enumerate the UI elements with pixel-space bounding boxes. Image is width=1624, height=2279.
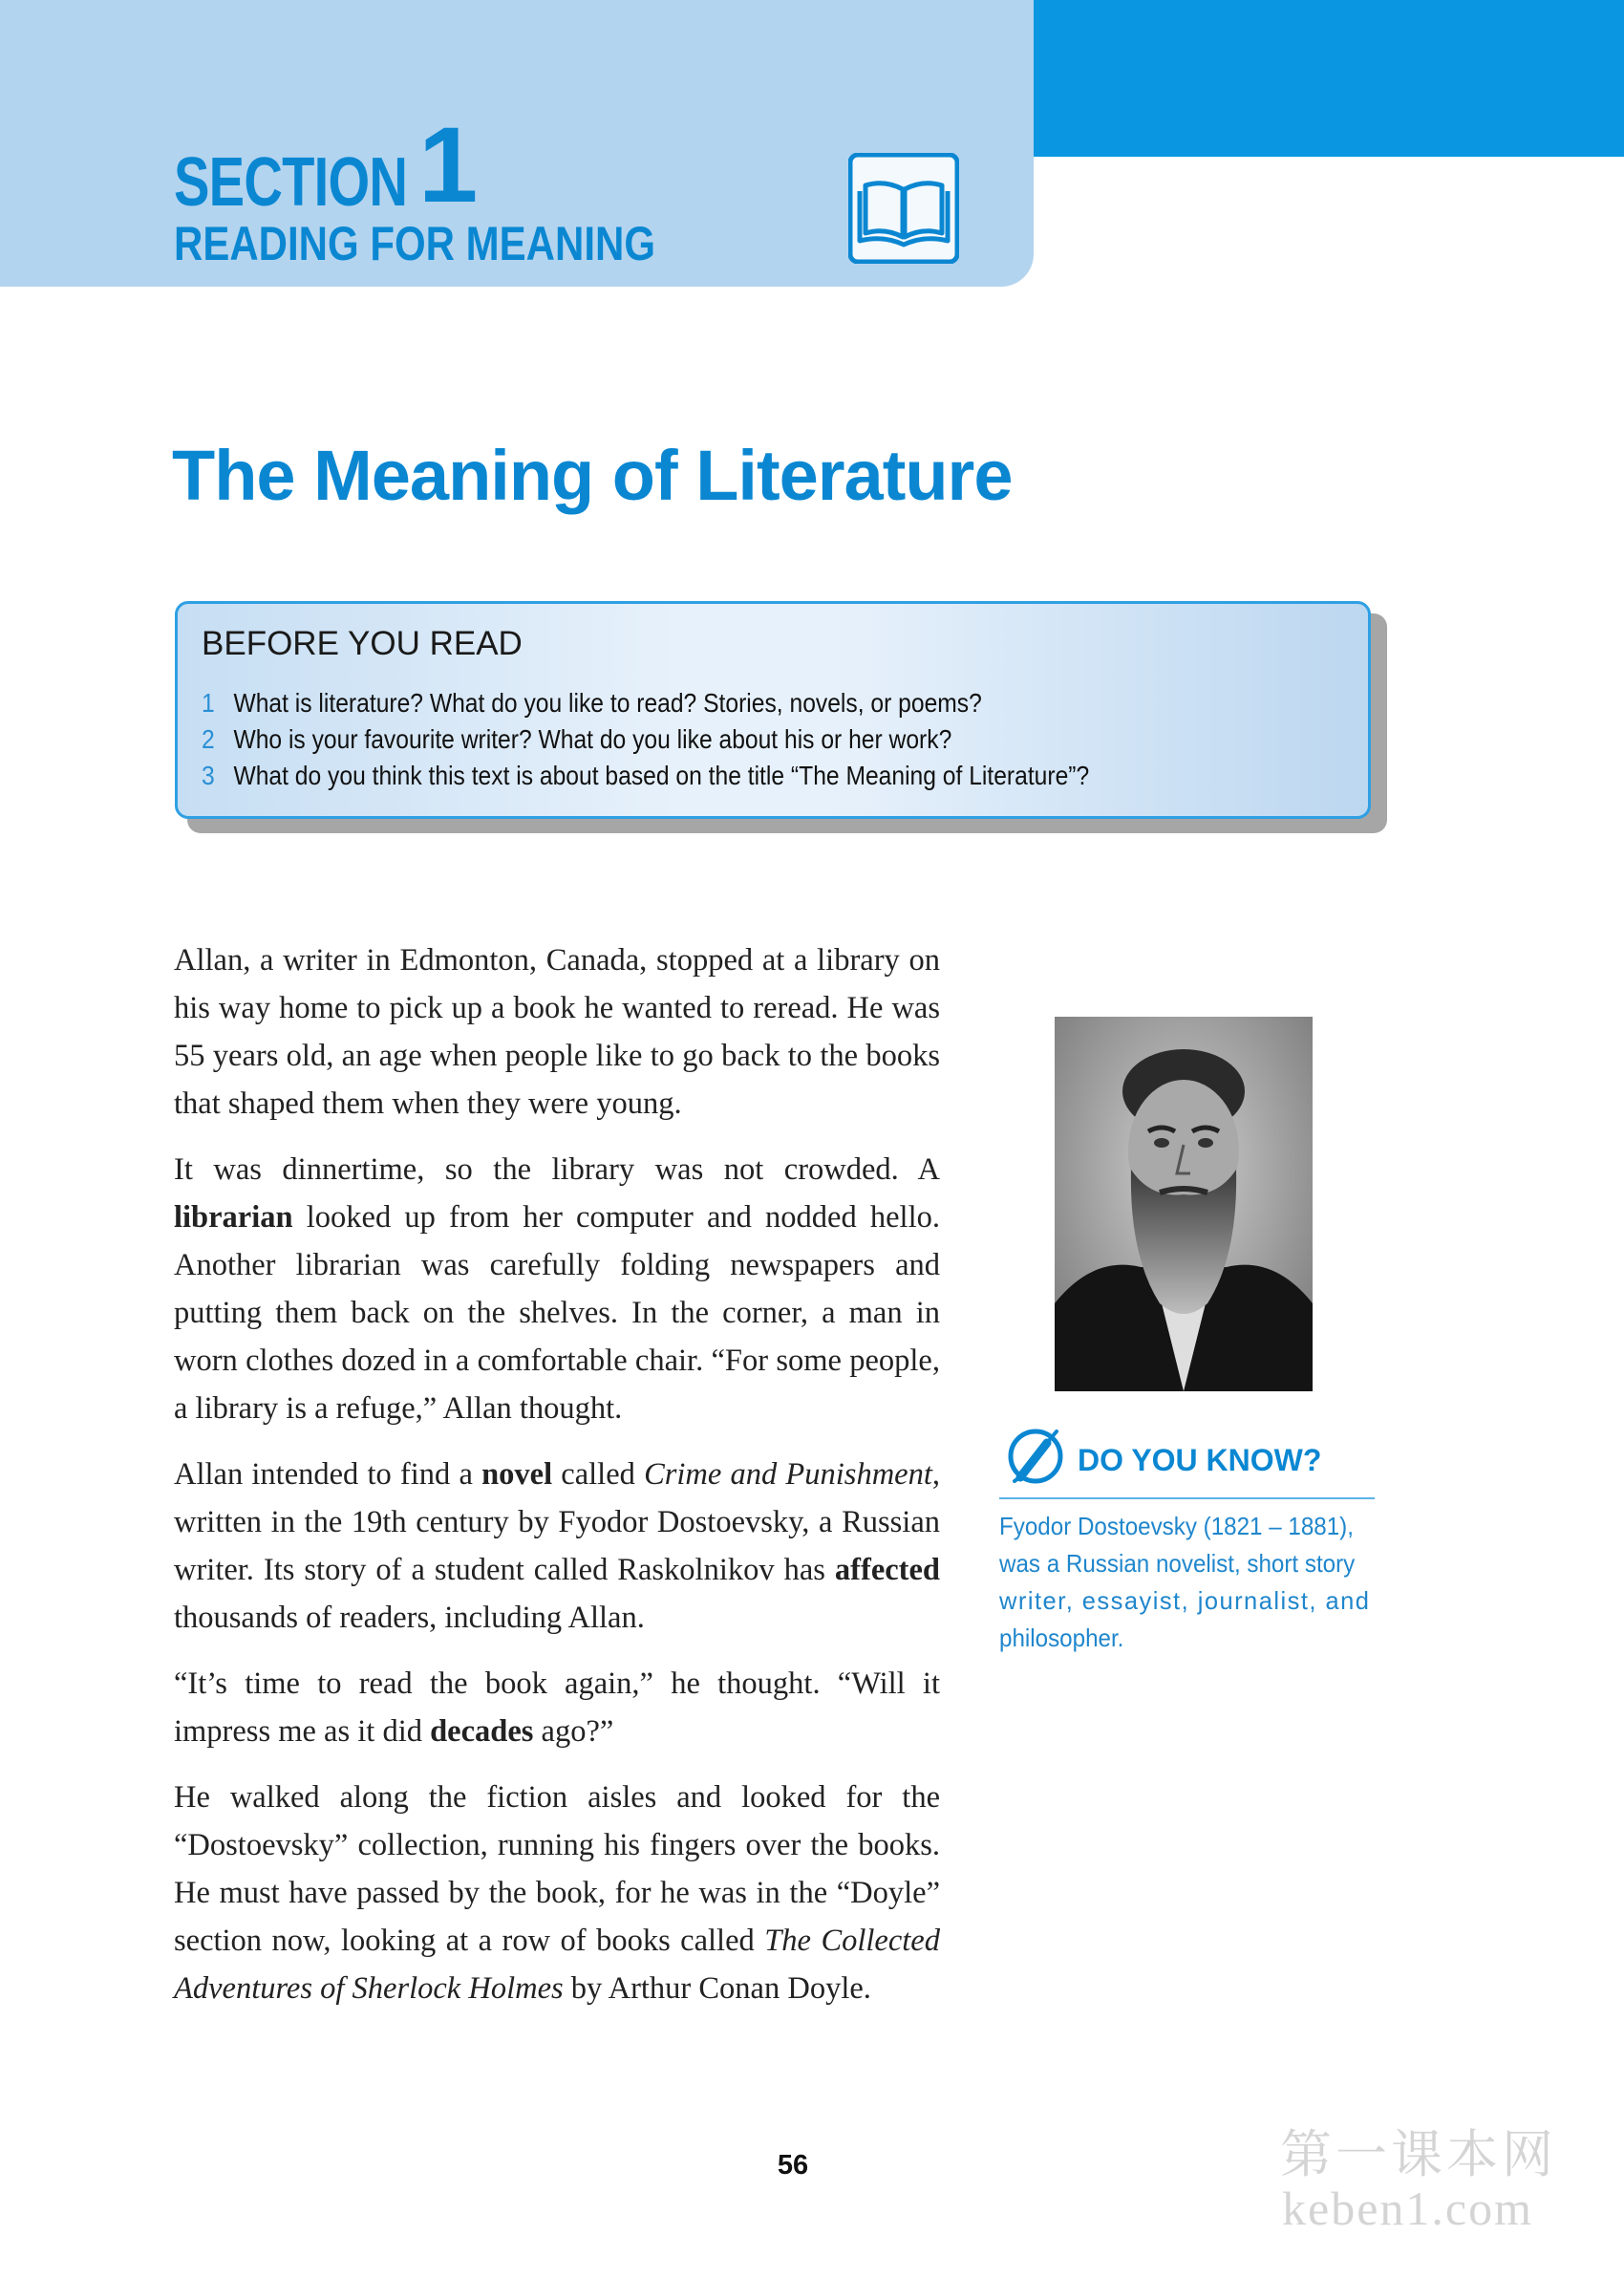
- book-title: The Collected Adventures of Sherlock Holmes: [174, 1924, 940, 2006]
- book-title: Crime and Punishment: [644, 1457, 932, 1492]
- open-book-icon: [848, 153, 959, 264]
- section-number: 1: [418, 105, 479, 225]
- paragraph-3: Allan intended to find a novel called Crime and Punishment, written in the 19th century by Fyodor Dostoevsky, a Russian writer. Its story of a student called Raskolnikov has affected thousands of readers, including Allan.: [174, 1457, 940, 1635]
- paragraph-4: “It’s time to read the book again,” he thought. “Will it impress me as it did decades ago?”: [174, 1666, 940, 1749]
- question-text: What do you think this text is about based on the title “The Meaning of Literature”?: [233, 761, 1090, 790]
- question-item: [202, 724, 951, 755]
- paragraph-5: He walked along the fiction aisles and looked for the “Dostoevsky” collection, running his fingers over the books. He must have passed by the book, for he was in the “Doyle” section now, looking at a row of books called The Collected Adventures of Sherlock Holmes by Arthur Conan Doyle.: [174, 1780, 940, 2006]
- section-subtitle: READING FOR MEANING: [174, 217, 655, 270]
- question-number: 1: [202, 688, 215, 718]
- vocab-word: decades: [430, 1714, 534, 1749]
- page-title: The Meaning of Literature: [172, 436, 1013, 515]
- question-text: What is literature? What do you like to read? Stories, novels, or poems?: [233, 688, 982, 718]
- question-number: 3: [202, 761, 215, 790]
- question-number: 2: [202, 724, 215, 754]
- reading-passage: [174, 936, 940, 2031]
- question-item: [202, 688, 982, 719]
- pen-bulb-icon: [1003, 1424, 1068, 1489]
- divider: [999, 1497, 1375, 1499]
- paragraph-1: Allan, a writer in Edmonton, Canada, stopped at a library on his way home to pick up a book he wanted to reread. He was 55 years old, an age when people like to go back to the books that shaped them when they were young.: [174, 943, 940, 1121]
- vocab-word: librarian: [174, 1200, 293, 1235]
- page-number: 56: [777, 2150, 809, 2181]
- do-you-know-heading: DO YOU KNOW?: [1078, 1443, 1322, 1477]
- do-you-know-text: Fyodor Dostoevsky (1821 – 1881), was a Russian novelist, short story writer, essayist, journalist, and philosopher.: [999, 1512, 1371, 1652]
- portrait-photo: [1055, 1017, 1313, 1391]
- paragraph-2: It was dinnertime, so the library was not crowded. A librarian looked up from her computer and nodded hello. Another librarian was carefully folding newspapers and putting them back on the shelves. In the corner, a man in worn clothes dozed in a comfortable chair. “For some people, a library is a refuge,” Allan thought.: [174, 1152, 940, 1426]
- before-you-read-heading: BEFORE YOU READ: [202, 625, 523, 662]
- question-text: Who is your favourite writer? What do you like about his or her work?: [233, 724, 952, 754]
- section-label: SECTION: [174, 144, 408, 221]
- header-accent-bar: [1034, 0, 1624, 157]
- watermark-chinese: 第一课本网: [1280, 2124, 1557, 2184]
- vocab-word: affected: [834, 1553, 940, 1587]
- before-you-read-box: [175, 601, 1371, 819]
- vocab-word: novel: [481, 1457, 553, 1492]
- watermark-url: keben1.com: [1282, 2182, 1533, 2235]
- question-item: [202, 761, 1089, 791]
